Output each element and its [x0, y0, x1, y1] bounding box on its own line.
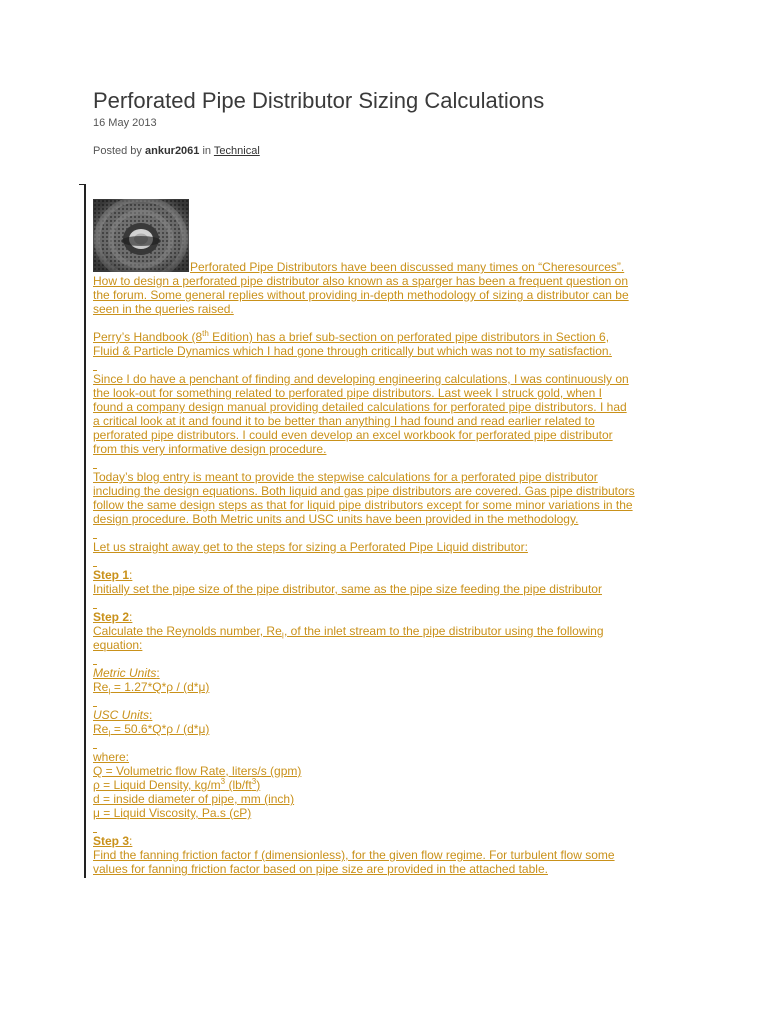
- posted-by-label: Posted by: [93, 145, 142, 157]
- p3-line-5[interactable]: perforated pipe distributors. I could even develop an excel workbook for perforated pipe distributor: [93, 428, 613, 442]
- step2-text-a: Calculate the Reynolds number, Re: [93, 624, 282, 638]
- spacer-dash: [93, 706, 97, 707]
- spacer-dash: [93, 370, 97, 371]
- p1-line-1[interactable]: Perforated Pipe Distributors have been discussed many times on “Cheresources”.: [190, 260, 625, 274]
- blockquote-bar: [84, 184, 86, 878]
- p4-line-2[interactable]: including the design equations. Both liquid and gas pipe distributors are covered. Gas pipe distributors: [93, 484, 635, 498]
- step3-label: Step 3: [93, 834, 130, 848]
- step1-heading[interactable]: [93, 569, 132, 583]
- step2-label: Step 2: [93, 610, 130, 624]
- step1-label: Step 1: [93, 568, 130, 582]
- rho-sup-2: 3: [251, 777, 257, 786]
- spacer-dash: [93, 538, 97, 539]
- spacer-dash: [93, 748, 97, 749]
- p2-text-a: Perry’s Handbook (8: [93, 330, 203, 344]
- p5-line[interactable]: Let us straight away get to the steps for sizing a Perforated Pipe Liquid distributor:: [93, 540, 528, 554]
- rho-sup-1: 3: [220, 777, 226, 786]
- p3-line-1[interactable]: Since I do have a penchant of finding and developing engineering calculations, I was continuously on: [93, 372, 629, 386]
- spacer-dash: [93, 566, 97, 567]
- step2-line-1[interactable]: [93, 625, 604, 639]
- p2-line-1[interactable]: [93, 331, 609, 345]
- rho-text-a: ρ = Liquid Density, kg/m: [93, 778, 221, 792]
- p1-line-3[interactable]: the forum. Some general replies without providing in-depth methodology of sizing a distributor can be: [93, 288, 629, 302]
- where-q[interactable]: Q = Volumetric flow Rate, liters/s (gpm): [93, 764, 302, 778]
- p3-line-4[interactable]: a critical look at it and found it to be better than anything I had found and read earlier related to: [93, 414, 595, 428]
- where-rho[interactable]: [93, 779, 260, 793]
- step2-heading[interactable]: [93, 611, 132, 625]
- rho-text-b: (lb/ft: [225, 778, 252, 792]
- metric-eq-sub: I: [108, 687, 111, 697]
- post-date: 16 May 2013: [93, 117, 157, 129]
- step1-colon: :: [129, 568, 133, 582]
- metric-colon: :: [156, 666, 160, 680]
- perforated-pipe-image: [93, 199, 189, 272]
- step2-line-2[interactable]: equation:: [93, 638, 143, 652]
- author-name[interactable]: ankur2061: [144, 145, 200, 157]
- where-mu[interactable]: μ = Liquid Viscosity, Pa.s (cP): [93, 806, 252, 820]
- spacer-dash: [93, 664, 97, 665]
- spacer-dash: [93, 468, 97, 469]
- rho-text-c: ): [256, 778, 261, 792]
- usc-units-heading[interactable]: [93, 709, 152, 723]
- metric-units-label: Metric Units: [93, 666, 157, 680]
- step2-text-b: , of the inlet stream to the pipe distributor using the following: [284, 624, 604, 638]
- usc-eq-sub: I: [108, 729, 111, 739]
- usc-colon: :: [149, 708, 153, 722]
- p4-line-3[interactable]: follow the same design steps as that for liquid pipe distributors except for some minor variations in the: [93, 498, 633, 512]
- post-title: Perforated Pipe Distributor Sizing Calculations: [93, 88, 545, 113]
- p3-line-3[interactable]: found a company design manual providing detailed calculations for perforated pipe distributors. I had: [93, 400, 627, 414]
- spacer-dash: [93, 832, 97, 833]
- usc-eq-a: Re: [93, 722, 109, 736]
- post-byline: [93, 144, 260, 158]
- p4-line-1[interactable]: Today’s blog entry is meant to provide the stepwise calculations for a perforated pipe distributor: [93, 470, 598, 484]
- p2-text-b: Edition) has a brief sub-section on perforated pipe distributors in Section 6,: [208, 330, 610, 344]
- distributor-photo[interactable]: [93, 199, 189, 272]
- step3-heading[interactable]: [93, 835, 132, 849]
- metric-equation[interactable]: [93, 681, 209, 695]
- metric-eq-b: = 1.27*Q*ρ / (d*μ): [110, 680, 210, 694]
- in-label: in: [202, 145, 212, 157]
- spacer-dash: [93, 608, 97, 609]
- step2-subscript: I: [281, 631, 285, 641]
- usc-equation[interactable]: [93, 723, 209, 737]
- step3-colon: :: [129, 834, 133, 848]
- step1-text[interactable]: Initially set the pipe size of the pipe distributor, same as the pipe size feeding the pipe distributor: [93, 582, 602, 596]
- step3-line-1[interactable]: Find the fanning friction factor f (dimensionless), for the given flow regime. For turbulent flow some: [93, 848, 615, 862]
- p4-line-4[interactable]: design procedure. Both Metric units and USC units have been provided in the methodology.: [93, 512, 579, 526]
- p3-line-2[interactable]: the look-out for something related to perforated pipe distributors. Last week I struck gold, when I: [93, 386, 602, 400]
- metric-units-heading[interactable]: [93, 667, 160, 681]
- step2-colon: :: [129, 610, 133, 624]
- metric-eq-a: Re: [93, 680, 109, 694]
- p2-line-2[interactable]: Fluid & Particle Dynamics which I had gone through critically but which was not to my satisfaction.: [93, 344, 612, 358]
- usc-units-label: USC Units: [93, 708, 150, 722]
- p1-line-4[interactable]: seen in the queries raised.: [93, 302, 234, 316]
- where-label[interactable]: where:: [93, 750, 130, 764]
- where-d[interactable]: d = inside diameter of pipe, mm (inch): [93, 792, 295, 806]
- step3-line-2[interactable]: values for fanning friction factor based on pipe size are provided in the attached table.: [93, 862, 548, 876]
- p3-line-6[interactable]: from this very informative design procedure.: [93, 442, 327, 456]
- p1-line-2[interactable]: How to design a perforated pipe distributor also known as a sparger has been a frequent question on: [93, 274, 629, 288]
- usc-eq-b: = 50.6*Q*ρ / (d*μ): [110, 722, 210, 736]
- p2-superscript: th: [202, 329, 209, 338]
- category-link[interactable]: Technical: [213, 145, 260, 157]
